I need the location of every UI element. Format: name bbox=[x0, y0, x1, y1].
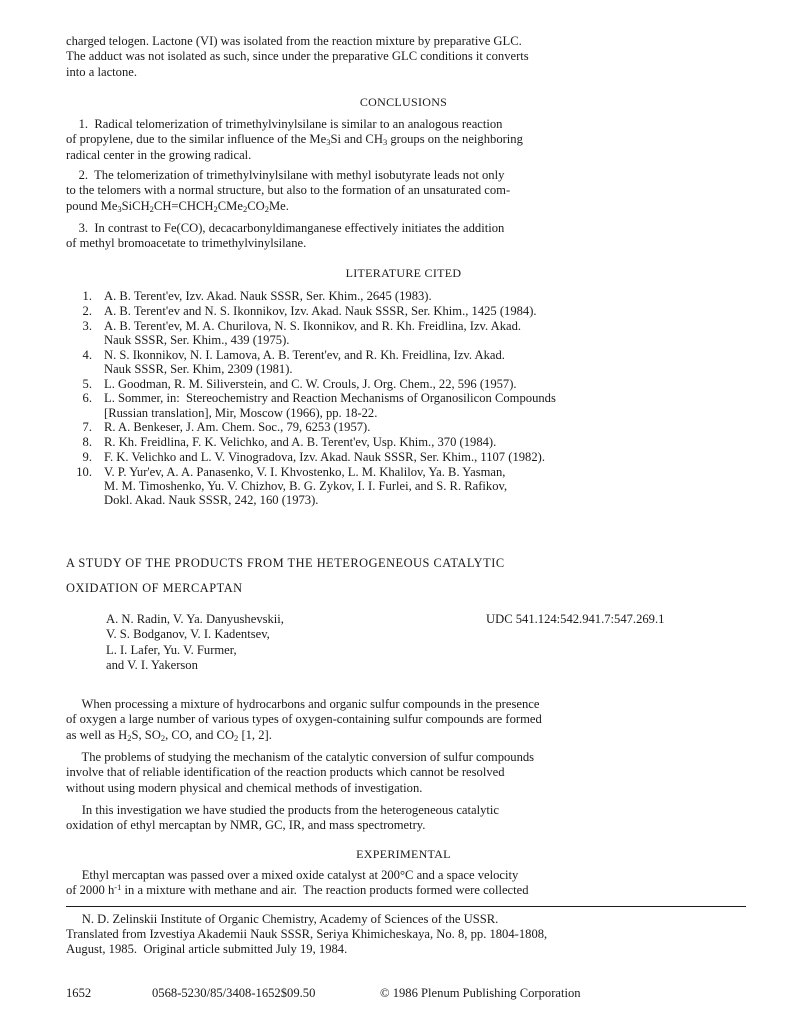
reference-line: A. B. Terent'ev and N. S. Ikonnikov, Izv. Akad. Nauk SSSR, Ser. Khim., 1425 (1984). bbox=[104, 303, 537, 318]
text-line: into a lactone. bbox=[66, 64, 137, 79]
reference-line: A. B. Terent'ev, Izv. Akad. Nauk SSSR, Ser. Khim., 2645 (1983). bbox=[104, 289, 432, 303]
reference-line: R. Kh. Freidlina, F. K. Velichko, and A. B. Terent'ev, Usp. Khim., 370 (1984). bbox=[104, 435, 497, 450]
reference-text bbox=[104, 348, 764, 376]
reference-text bbox=[104, 377, 764, 391]
text-line: The problems of studying the mechanism of the catalytic conversion of sulfur compounds bbox=[66, 750, 535, 764]
reference-number: 4. bbox=[82, 347, 92, 362]
author-line: A. N. Radin, V. Ya. Danyushevskii, bbox=[106, 612, 284, 626]
text-line: of methyl bromoacetate to trimethylvinylsilane. bbox=[66, 236, 307, 251]
reference-number: 2. bbox=[82, 303, 92, 318]
reference-text bbox=[104, 465, 764, 508]
conclusion-1 bbox=[66, 117, 742, 163]
reference-line: Nauk SSSR, Ser. Khim, 2309 (1981). bbox=[104, 361, 293, 376]
footnote-divider bbox=[66, 906, 746, 907]
text-line: 2. The telomerization of trimethylvinylsilane with methyl isobutyrate leads not only bbox=[66, 168, 505, 182]
reference-line: A. B. Terent'ev, M. A. Churilova, N. S. Ikonnikov, and R. Kh. Freidlina, Izv. Akad. bbox=[104, 318, 522, 333]
text-line: 1. Radical telomerization of trimethylvinylsilane is similar to an analogous reaction bbox=[66, 117, 503, 131]
footnote bbox=[66, 912, 547, 957]
body-paragraph-3 bbox=[66, 803, 742, 834]
body-paragraph-2 bbox=[66, 750, 742, 796]
udc-code: UDC 541.124:542.941.7:547.269.1 bbox=[486, 612, 665, 626]
reference-line: N. S. Ikonnikov, N. I. Lamova, A. B. Terent'ev, and R. Kh. Freidlina, Izv. Akad. bbox=[104, 347, 505, 362]
reference-number: 9. bbox=[82, 450, 92, 464]
reference-line: V. P. Yur'ev, A. A. Panasenko, V. I. Khvostenko, L. M. Khalilov, Ya. B. Yasman, bbox=[104, 464, 506, 479]
reference-line: R. A. Benkeser, J. Am. Chem. Soc., 79, 6253 (1957). bbox=[104, 420, 371, 435]
copyright-notice: © 1986 Plenum Publishing Corporation bbox=[380, 986, 581, 1000]
body-paragraph-4 bbox=[66, 868, 742, 899]
reference-text bbox=[104, 435, 764, 449]
experimental-heading: EXPERIMENTAL bbox=[356, 847, 451, 861]
text-line: Ethyl mercaptan was passed over a mixed oxide catalyst at 200°C and a space velocity bbox=[66, 868, 519, 882]
reference-line: L. Goodman, R. M. Siliverstein, and C. W. Crouls, J. Org. Chem., 22, 596 (1957). bbox=[104, 376, 517, 391]
conclusions-heading: CONCLUSIONS bbox=[359, 95, 448, 109]
reference-line: M. M. Timoshenko, Yu. V. Chizhov, B. G. Zykov, I. I. Furlei, and S. R. Rafikov, bbox=[104, 479, 508, 493]
conclusion-3 bbox=[66, 221, 742, 252]
text-line: without using modern physical and chemical methods of investigation. bbox=[66, 780, 423, 795]
reference-text bbox=[104, 319, 764, 347]
reference-text bbox=[104, 391, 764, 419]
conclusion-2 bbox=[66, 168, 742, 214]
text-line: to the telomers with a normal structure, but also to the formation of an unsaturated com- bbox=[66, 183, 511, 198]
reference-number: 10. bbox=[76, 464, 92, 479]
text-line: oxidation of ethyl mercaptan by NMR, GC, IR, and mass spectrometry. bbox=[66, 818, 426, 833]
text-line: N. D. Zelinskii Institute of Organic Chemistry, Academy of Sciences of the USSR. bbox=[66, 912, 499, 926]
reference-number: 8. bbox=[82, 435, 92, 450]
text-line: August, 1985. Original article submitted July 19, 1984. bbox=[66, 942, 348, 956]
literature-heading: LITERATURE CITED bbox=[345, 266, 462, 280]
text-line: of oxygen a large number of various types of oxygen-containing sulfur compounds are formed bbox=[66, 712, 542, 727]
reference-number: 1. bbox=[82, 289, 92, 303]
text-line: as well as $H_2S$, $SO_2$, CO, and $CO_2$ [1, 2]. bbox=[66, 727, 272, 743]
author-line: V. S. Bodganov, V. I. Kadentsev, bbox=[106, 627, 270, 642]
text-line: pound $Me_3SiCH_2CH=CHCH_2CMe_2CO_2Me$. bbox=[66, 198, 289, 214]
article-title-line-1: A STUDY OF THE PRODUCTS FROM THE HETEROGENEOUS CATALYTIC bbox=[66, 556, 505, 570]
reference-number: 7. bbox=[82, 420, 92, 435]
page-number: 1652 bbox=[66, 986, 92, 1000]
reference-number: 5. bbox=[82, 376, 92, 391]
reference-text bbox=[104, 304, 764, 318]
text-line: When processing a mixture of hydrocarbons and organic sulfur compounds in the presence bbox=[66, 697, 540, 711]
reference-text bbox=[104, 420, 764, 434]
reference-text bbox=[104, 289, 764, 303]
author-list bbox=[106, 612, 284, 673]
reference-line: Dokl. Akad. Nauk SSSR, 242, 160 (1973). bbox=[104, 493, 319, 508]
reference-text bbox=[104, 450, 764, 464]
article-title-line-2: OXIDATION OF MERCAPTAN bbox=[66, 581, 243, 595]
reference-line: L. Sommer, in: Stereochemistry and Reaction Mechanisms of Organosilicon Compounds bbox=[104, 391, 556, 406]
text-line: charged telogen. Lactone (VI) was isolated from the reaction mixture by preparative GLC. bbox=[66, 34, 522, 48]
intro-paragraph bbox=[66, 34, 742, 80]
text-line: of 2000 $h^{-1}$ in a mixture with methane and air. The reaction products formed were collected bbox=[66, 882, 529, 898]
reference-line: [Russian translation], Mir, Moscow (1966), pp. 18-22. bbox=[104, 405, 378, 420]
reference-number: 6. bbox=[82, 391, 92, 406]
author-line: and V. I. Yakerson bbox=[106, 657, 198, 672]
reference-line: F. K. Velichko and L. V. Vinogradova, Izv. Akad. Nauk SSSR, Ser. Khim., 1107 (1982). bbox=[104, 450, 545, 464]
reference-number: 3. bbox=[82, 318, 92, 333]
text-line: of propylene, due to the similar influence of the $Me_3Si$ and $CH_3$ groups on the neighboring bbox=[66, 132, 523, 148]
text-line: In this investigation we have studied the products from the heterogeneous catalytic bbox=[66, 803, 499, 817]
text-line: radical center in the growing radical. bbox=[66, 147, 252, 162]
author-line: L. I. Lafer, Yu. V. Furmer, bbox=[106, 642, 237, 657]
reference-line: Nauk SSSR, Ser. Khim., 439 (1975). bbox=[104, 332, 290, 347]
body-paragraph-1 bbox=[66, 697, 742, 743]
text-line: Translated from Izvestiya Akademii Nauk SSSR, Seriya Khimicheskaya, No. 8, pp. 1804-1808, bbox=[66, 927, 548, 941]
article-code: 0568-5230/85/3408-1652$09.50 bbox=[152, 986, 316, 1000]
text-line: 3. In contrast to Fe(CO), decacarbonyldimanganese effectively initiates the addition bbox=[66, 221, 505, 235]
text-line: The adduct was not isolated as such, since under the preparative GLC conditions it converts bbox=[66, 49, 529, 64]
text-line: involve that of reliable identification of the reaction products which cannot be resolved bbox=[66, 765, 505, 780]
